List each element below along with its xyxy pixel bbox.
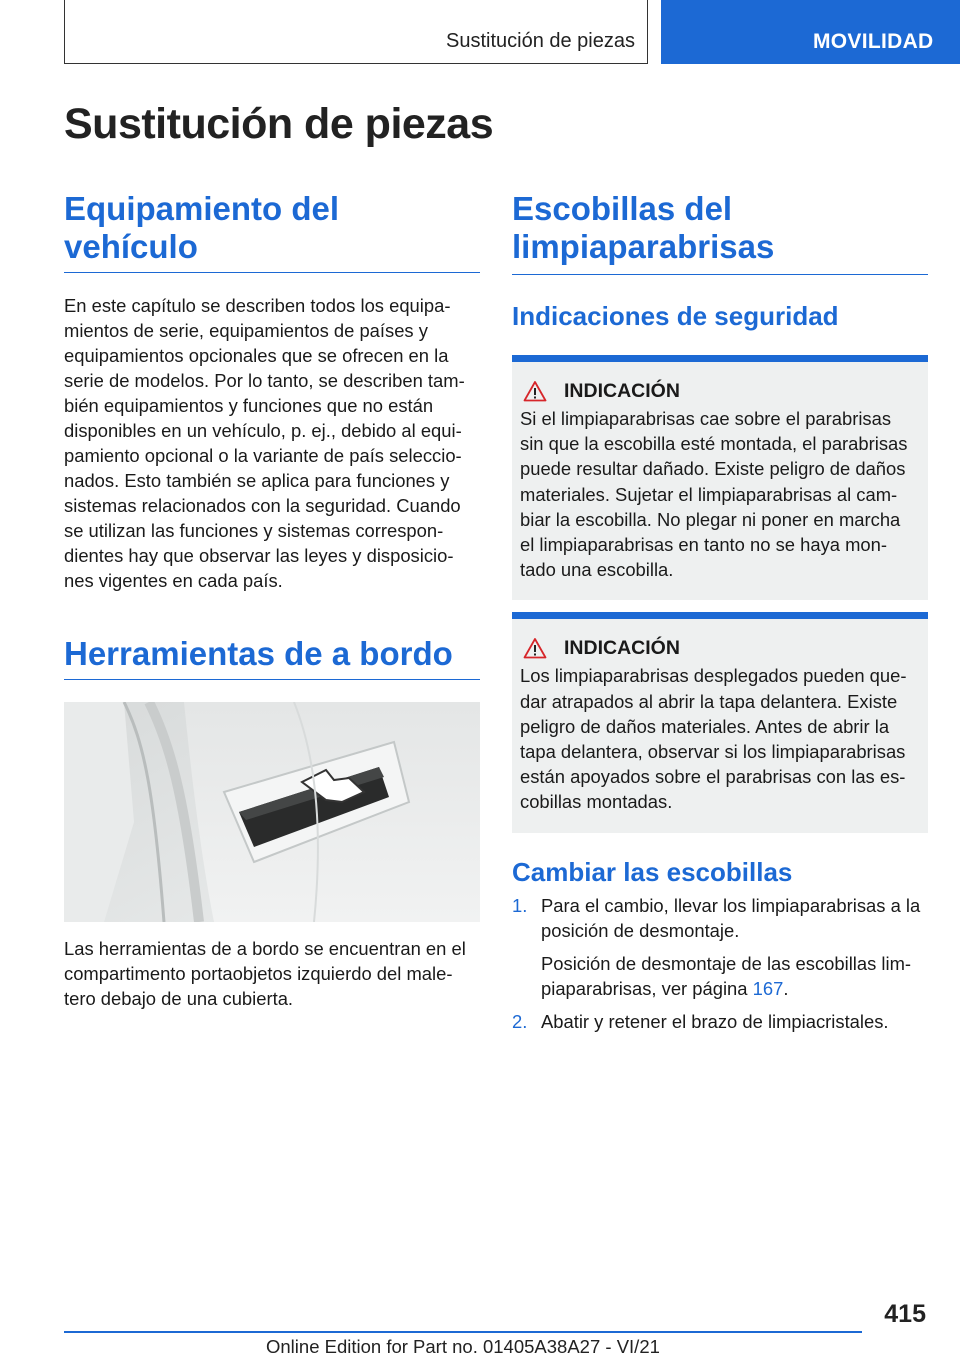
warning-text: [520, 663, 918, 814]
text-line: Si el limpiaparabrisas cae sobre el parabrisas: [520, 408, 892, 429]
text-line: disponibles en un vehículo, p. ej., debido al equi-: [64, 420, 462, 441]
text-line: se utilizan las funciones y sistemas correspon-: [64, 520, 444, 541]
text-line: Abatir y retener el brazo de limpiacristales.: [541, 1010, 889, 1032]
text-line: pamiento opcional o la variante de país seleccio-: [64, 445, 462, 466]
text-line: dar atrapados al abrir la tapa delantera. Existe: [520, 690, 898, 712]
text-line: puede resultar dañado. Existe peligro de daños: [520, 458, 906, 480]
text-line: cobillas montadas.: [520, 791, 673, 813]
text-line: peligro de daños materiales. Antes de abrir la: [520, 715, 890, 737]
step-item: [512, 1009, 928, 1034]
text-line: bién equipamientos y funciones que no están: [64, 395, 434, 416]
heading-change-blades: Cambiar las escobillas: [512, 856, 793, 887]
heading-safety: Indicaciones de seguridad: [512, 301, 839, 331]
text-line: el limpiaparabrisas en tanto no se haya mon-: [520, 534, 887, 556]
text-line: En este capítulo se describen todos los equipa-: [64, 295, 451, 316]
text-span: .: [783, 977, 789, 999]
warning-triangle-icon: [520, 380, 550, 402]
text-line: Posición de desmontaje de las escobillas lim-: [541, 952, 912, 974]
page-number: 415: [884, 1300, 926, 1328]
text-line: nados. Esto también se aplica para funciones y: [64, 470, 450, 491]
text-line: Las herramientas de a bordo se encuentran en el: [64, 938, 466, 959]
heading-tools: Herramientas de a bordo: [64, 635, 480, 680]
onboard-tools-photo: [64, 702, 480, 922]
text-line: sistemas relacionados con la seguridad. Cuando: [64, 495, 461, 516]
footer-edition: Online Edition for Part no. 01405A38A27 - VI/21: [266, 1336, 660, 1357]
text-line: Para el cambio, llevar los limpiaparabrisas a la: [541, 894, 921, 916]
warning-box-1: [512, 355, 928, 600]
step-text: [541, 1009, 889, 1034]
text-line: posición de desmontaje.: [541, 919, 740, 941]
heading-wipers: [512, 190, 928, 275]
text-line: tado una escobilla.: [520, 559, 674, 581]
right-column: [512, 190, 928, 1034]
page-link[interactable]: 167: [752, 977, 784, 999]
heading-wipers-line-1: Escobillas del: [512, 190, 733, 227]
heading-wipers-line-2: limpiaparabrisas: [512, 228, 775, 265]
paragraph-tools: [64, 936, 480, 1011]
header-section-title: Sustitución de piezas: [445, 30, 635, 52]
header-tab[interactable]: [661, 0, 960, 64]
text-line: nes vigentes en cada país.: [64, 570, 283, 591]
step-item: [512, 893, 928, 1001]
footer-divider: [64, 1331, 862, 1333]
page-title: Sustitución de piezas: [64, 100, 494, 148]
warning-title-text: INDICACIÓN: [564, 380, 680, 402]
left-column: [64, 190, 480, 1011]
text-line: están apoyados sobre el parabrisas con las es-: [520, 766, 906, 788]
warning-text: [520, 406, 918, 582]
warning-title-text: INDICACIÓN: [564, 637, 680, 660]
text-line: dientes hay que observar las leyes y disposicio-: [64, 545, 454, 566]
text-line-with-link: [541, 976, 920, 1001]
paragraph-equipment: [64, 293, 480, 593]
text-line: compartimento portaobjetos izquierdo del male-: [64, 963, 453, 984]
text-line: Los limpiaparabrisas desplegados pueden que-: [520, 665, 907, 687]
step-text: [541, 893, 920, 1001]
warning-triangle-icon: [520, 637, 550, 659]
heading-equipment: Equipamiento del vehículo: [64, 190, 480, 273]
text-line: mientos de serie, equipamientos de países y: [64, 320, 428, 341]
onboard-tools-illustration: [64, 702, 480, 922]
header-section-box: [64, 0, 648, 64]
text-line: tapa delantera, observar si los limpiaparabrisas: [520, 741, 906, 763]
warning-title: [520, 378, 918, 404]
text-line: materiales. Sujetar el limpiaparabrisas al cam-: [520, 483, 898, 505]
warning-title: [520, 635, 918, 661]
text-line: biar la escobilla. No plegar ni poner en marcha: [520, 508, 901, 530]
warning-box-2: [512, 612, 928, 832]
header-tab-label: MOVILIDAD: [813, 30, 934, 53]
text-span: piaparabrisas, ver página: [541, 977, 753, 999]
text-line: serie de modelos. Por lo tanto, se describen tam-: [64, 370, 465, 391]
text-line: equipamientos opcionales que se ofrecen en la: [64, 345, 449, 366]
text-line: tero debajo de una cubierta.: [64, 988, 294, 1009]
step-number: 2.: [512, 1010, 528, 1032]
step-number: 1.: [512, 894, 528, 916]
text-line: sin que la escobilla esté montada, el parabrisas: [520, 433, 908, 455]
